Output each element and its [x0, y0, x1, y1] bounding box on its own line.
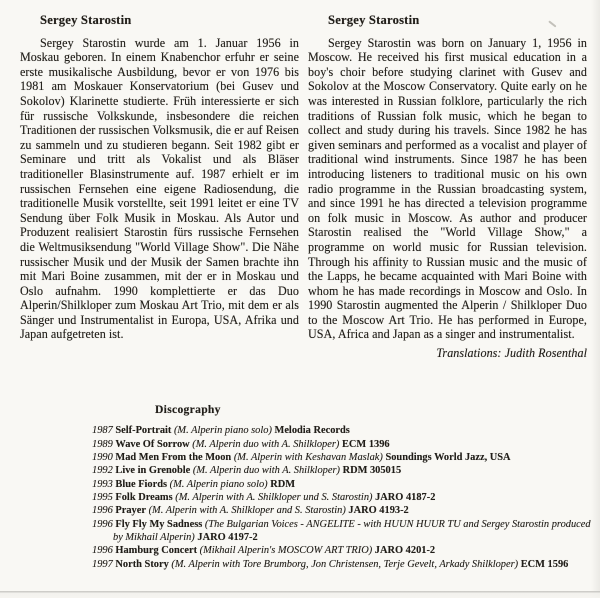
entry-label: JARO 4187-2	[375, 492, 436, 504]
german-heading: Sergey Starostin	[40, 13, 132, 27]
entry-label: JARO 4193-2	[348, 505, 409, 517]
discography-section	[92, 403, 592, 571]
entry-title: Self-Portrait	[115, 425, 172, 437]
entry-label: ECM 1596	[520, 558, 569, 570]
entry-title: Blue Fiords	[115, 478, 168, 490]
discography-entry	[92, 558, 592, 571]
entry-label: ECM 1396	[341, 438, 390, 450]
entry-year: 1997	[92, 558, 113, 570]
entry-year: 1987	[92, 425, 113, 437]
discography-entry	[92, 438, 592, 451]
entry-year: 1995	[92, 492, 113, 504]
entry-credits: (The Bulgarian Voices - ANGELITE - with HUUN HUUR TU and Sergey Starostin produced by Mikhail Alperin)	[113, 518, 591, 544]
discography-entry	[92, 491, 592, 504]
discography-entry	[92, 451, 592, 464]
entry-title: Hamburg Concert	[115, 545, 198, 557]
entry-label: Soundings World Jazz, USA	[385, 452, 511, 464]
entry-label: JARO 4201-2	[374, 545, 436, 557]
entry-year: 1992	[92, 465, 113, 477]
english-column	[308, 13, 587, 361]
entry-credits: (Mikhail Alperin's MOSCOW ART TRIO)	[199, 545, 373, 557]
entry-title: Fly Fly My Sadness	[115, 518, 203, 530]
entry-label: RDM	[270, 478, 296, 490]
entry-year: 1996	[92, 518, 113, 530]
page-edge-shading	[591, 0, 600, 598]
discography-heading: Discography	[155, 403, 221, 416]
entry-year: 1989	[92, 438, 113, 450]
entry-title: Wave Of Sorrow	[115, 438, 190, 450]
entry-credits: (M. Alperin with Keshavan Maslak)	[233, 452, 383, 464]
entry-credits: (M. Alperin with Tore Brumborg, Jon Christensen, Terje Gevelt, Arkady Shilkloper)	[171, 558, 519, 570]
discography-entry	[92, 478, 592, 491]
entry-year: 1993	[92, 478, 113, 490]
entry-title: Prayer	[115, 505, 146, 517]
discography-entry	[92, 424, 592, 437]
entry-credits: (M. Alperin with A. Shilkloper and S. Starostin)	[148, 505, 346, 517]
entry-label: JARO 4197-2	[197, 532, 258, 544]
entry-credits: (M. Alperin piano solo)	[173, 425, 272, 437]
discography-entry	[92, 504, 592, 517]
entry-title: Live in Grenoble	[115, 465, 191, 477]
entry-title: Mad Men From the Moon	[115, 452, 232, 464]
discography-entry	[92, 518, 592, 545]
entry-credits: (M. Alperin piano solo)	[169, 478, 268, 490]
entry-title: North Story	[115, 558, 169, 570]
entry-label: Melodia Records	[274, 425, 350, 437]
entry-year: 1996	[92, 545, 113, 557]
discography-entry	[92, 544, 592, 557]
entry-label: RDM 305015	[342, 465, 402, 477]
entry-year: 1996	[92, 505, 113, 517]
english-paragraph: Sergey Starostin was born on January 1, 1956 in Moscow. He received his first musical education in a boy's choir before studying clarinet with Gusev and Sokolov at the Moscow Conservatory. Quite early on he was interested in Russian folklore, particularly the rich traditions of Russian folk music, which he began to collect and study during his travels. Since 1982 he has given seminars and performed as a vocalist and player of traditional wind instruments. Since 1987 he has been introducing listeners to traditional music on his own radio programme in the Russian broadcasting system, and since 1991 he has directed a television programme on folk music in Moscow. As author and producer Starostin realised the "World Village Show," a programme on world music for Russian television. Through his affinity to Russian music and the music of the Lapps, he became acquainted with Mari Boine with whom he has made recordings in Moscow and Oslo. In 1990 Starostin augmented the Alperin / Shilkloper Duo to the Moscow Art Trio. He has performed in Europe, USA, Africa and Japan as a singer and instrumentalist.	[308, 35, 587, 342]
translation-credit: Translations: Judith Rosenthal	[436, 346, 587, 361]
discography-entry	[92, 464, 592, 477]
german-column	[20, 13, 299, 342]
discography-list	[92, 424, 592, 571]
entry-credits: (M. Alperin with A. Shilkloper und S. Starostin)	[175, 492, 373, 504]
entry-credits: (M. Alperin duo with A. Shilkloper)	[192, 438, 340, 450]
english-heading: Sergey Starostin	[328, 13, 420, 27]
german-paragraph: Sergey Starostin wurde am 1. Januar 1956 in Moskau geboren. In einem Knabenchor erfuhr er seine erste musikalische Ausbildung, bevor er von 1976 bis 1981 am Moskauer Konservatorium (bei Gusev und Sokolov) Klarinette studierte. Früh interessierte er sich für russische Volkskunde, insbesondere die reichen Traditionen der russischen Volksmusik, die er auf Reisen zu sammeln und zu studieren begann. Seit 1982 gibt er Seminare und tritt als Vokalist und als Bläser traditioneller Blasinstrumente auf. 1987 erhielt er im russischen Fernsehen eine eigene Radiosendung, die traditionelle Musik vorstellte, seit 1991 leitet er eine TV Sendung über Folk Musik in Moskau. Als Autor und Produzent realisiert Starostin fürs russische Fernsehen die Weltmusiksendung "World Village Show". Die Nähe russischer Musik und der Musik der Samen brachte ihn mit Mari Boine zusammen, mit der er in Moskau und Oslo aufnahm. 1990 komplettierte er das Duo Alperin/Shilkloper zum Moskau Art Trio, mit dem er als Sänger und Instrumentalist in Europa, USA, Afrika und Japan aufgetreten ist.	[20, 35, 299, 342]
entry-year: 1990	[92, 452, 113, 464]
page-bottom-edge	[0, 591, 600, 598]
entry-credits: (M. Alperin duo with A. Shilkloper)	[192, 465, 340, 477]
entry-title: Folk Dreams	[115, 492, 173, 504]
